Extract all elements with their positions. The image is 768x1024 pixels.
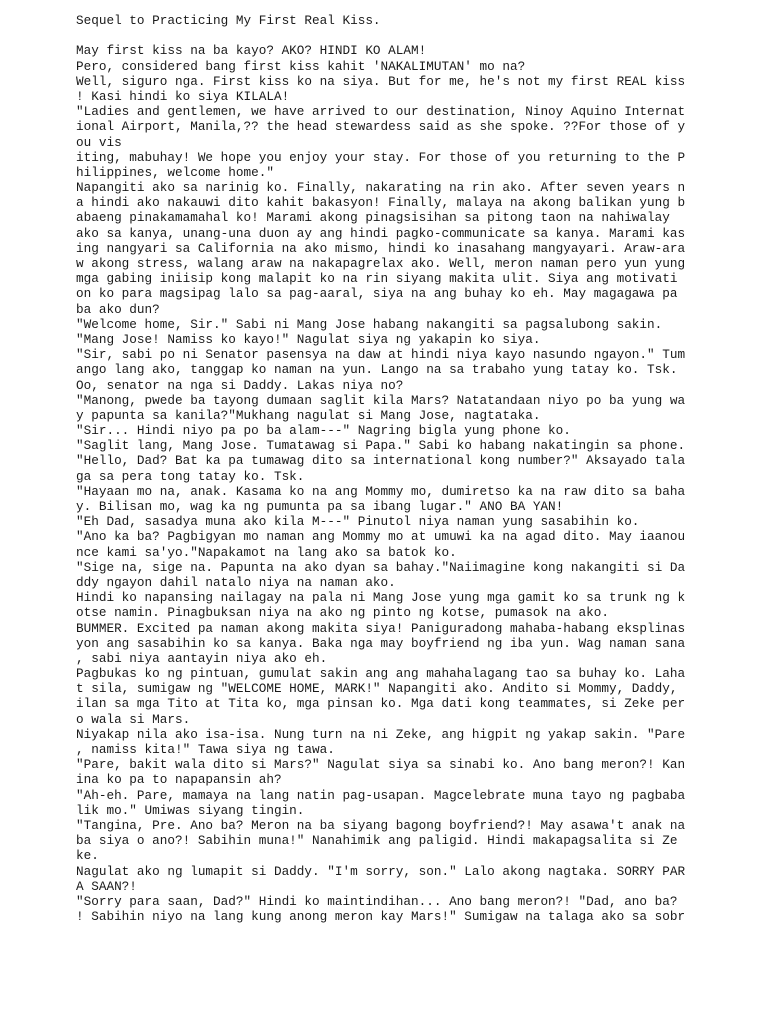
text-line: "Sige na, sige na. Papunta na ako dyan sa bahay."Naiimagine kong nakangiti si Da: [76, 559, 686, 575]
text-line: Niyakap nila ako isa-isa. Nung turn na ni Zeke, ang higpit ng yakap sakin. "Pare: [76, 726, 686, 742]
text-line: Napangiti ako sa narinig ko. Finally, nakarating na rin ako. After seven years n: [76, 180, 686, 196]
text-line: ba ako dun?: [76, 301, 160, 317]
text-line: abaeng pinakamamahal ko! Marami akong pinagsisihan sa pitong taon na nahiwalay: [76, 210, 670, 226]
text-line: "Ano ka ba? Pagbigyan mo naman ang Mommy mo at umuwi ka na agad dito. May iaanou: [76, 529, 686, 545]
text-line: ako sa kanya, unang-una duon ay ang hindi pagko-communicate sa kanya. Marami kas: [76, 225, 686, 241]
text-line: ke.: [76, 848, 99, 864]
text-line: ilan sa mga Tito at Tita ko, mga pinsan ko. Mga dati kong teammates, si Zeke per: [76, 696, 686, 712]
document-page: [76, 13, 756, 924]
text-line: "Sir... Hindi niyo pa po ba alam---" Nagring bigla yung phone ko.: [76, 423, 571, 439]
text-line: ango lang ako, tanggap ko naman na yun. Lango na sa trabaho yung tatay ko. Tsk.: [76, 362, 678, 378]
text-line: a hindi ako nakauwi dito kahit bakasyon! Finally, malaya na akong balikan yung b: [76, 195, 686, 211]
text-line: Hindi ko napansing nailagay na pala ni Mang Jose yung mga gamit ko sa trunk ng k: [76, 590, 686, 606]
text-line: May first kiss na ba kayo? AKO? HINDI KO ALAM!: [76, 43, 427, 59]
text-line: w akong stress, walang araw na nakapagrelax ako. Well, meron naman pero yun yung: [76, 256, 686, 271]
text-line: "Tangina, Pre. Ano ba? Meron na ba siyang bagong boyfriend?! May asawa't anak na: [76, 817, 686, 833]
text-line: ou vis: [76, 134, 122, 150]
text-line: "Sir, sabi po ni Senator pasensya na daw at hindi niya kayo nasundo ngayon." Tum: [76, 347, 686, 363]
text-line: [76, 28, 756, 43]
text-line: mga gabing iniisip kong malapit ko na rin siyang makita ulit. Siya ang motivati: [76, 271, 678, 287]
text-line: "Manong, pwede ba tayong dumaan saglit kila Mars? Natatandaan niyo po ba yung wa: [76, 392, 686, 408]
text-line: "Welcome home, Sir." Sabi ni Mang Jose habang nakangiti sa pagsalubong sakin.: [76, 316, 663, 332]
text-line: ba siya o ano?! Sabihin muna!" Nanahimik ang paligid. Hindi makapagsalita si Ze: [76, 833, 678, 849]
text-line: "Mang Jose! Namiss ko kayo!" Nagulat siya ng yakapin ko siya.: [76, 331, 541, 347]
text-line: , namiss kita!" Tawa siya ng tawa.: [76, 742, 335, 757]
text-line: iting, mabuhay! We hope you enjoy your stay. For those of you returning to the P: [76, 149, 686, 165]
text-line: o wala si Mars.: [76, 711, 191, 727]
text-line: Pagbukas ko ng pintuan, gumulat sakin ang ang mahahalagang tao sa buhay ko. Laha: [76, 666, 686, 682]
text-line: Well, siguro nga. First kiss ko na siya. But for me, he's not my first REAL kiss: [76, 73, 686, 89]
text-line: on ko para magsipag lalo sa pag-aaral, siya na ang buhay ko eh. May magagawa pa: [76, 286, 678, 302]
text-line: "Eh Dad, sasadya muna ako kila M---" Pinutol niya naman yung sasabihin ko.: [76, 514, 640, 530]
text-line: ina ko pa to napapansin ah?: [76, 772, 282, 788]
text-line: Sequel to Practicing My First Real Kiss.: [76, 13, 381, 28]
text-line: , sabi niya aantayin niya ako eh.: [76, 650, 328, 666]
text-line: nce kami sa'yo."Napakamot na lang ako sa batok ko.: [76, 544, 457, 560]
text-line: ! Sabihin niyo na lang kung anong meron kay Mars!" Sumigaw na talaga ako sa sobr: [76, 909, 686, 925]
text-line: ga sa pera tong tatay ko. Tsk.: [76, 468, 305, 484]
text-line: y. Bilisan mo, wag ka ng pumunta pa sa ibang lugar." ANO BA YAN!: [76, 499, 564, 514]
text-line: ddy ngayon dahil natalo niya na naman ako.: [76, 574, 396, 590]
text-line: "Ah-eh. Pare, mamaya na lang natin pag-usapan. Magcelebrate muna tayo ng pagbaba: [76, 787, 686, 803]
text-line: ing nangyari sa California na ako mismo, hindi ko inasahang mangyayari. Araw-ara: [76, 240, 686, 256]
text-line: otse namin. Pinagbuksan niya na ako ng pinto ng kotse, pumasok na ako.: [76, 605, 609, 621]
text-line: ional Airport, Manila,?? the head stewardess said as she spoke. ??For those of y: [76, 119, 686, 135]
text-line: A SAAN?!: [76, 878, 137, 894]
text-line: "Pare, bakit wala dito si Mars?" Nagulat siya sa sinabi ko. Ano bang meron?! Kan: [76, 757, 686, 773]
text-line: t sila, sumigaw ng "WELCOME HOME, MARK!" Napangiti ako. Andito si Mommy, Daddy,: [76, 681, 678, 697]
text-line: "Hello, Dad? Bat ka pa tumawag dito sa international kong number?" Aksayado tala: [76, 453, 686, 469]
text-line: ! Kasi hindi ko siya KILALA!: [76, 88, 290, 104]
text-line: y papunta sa kanila?"Mukhang nagulat si Mang Jose, nagtataka.: [76, 407, 541, 423]
text-line: "Saglit lang, Mang Jose. Tumatawag si Papa." Sabi ko habang nakatingin sa phone.: [76, 438, 686, 454]
text-line: Oo, senator na nga si Daddy. Lakas niya no?: [76, 377, 404, 393]
text-line: BUMMER. Excited pa naman akong makita siya! Paniguradong mahaba-habang eksplinas: [76, 620, 686, 636]
text-line: "Ladies and gentlemen, we have arrived to our destination, Ninoy Aquino Internat: [76, 104, 686, 120]
text-line: "Hayaan mo na, anak. Kasama ko na ang Mommy mo, dumiretso ka na raw dito sa baha: [76, 483, 686, 499]
text-line: "Sorry para saan, Dad?" Hindi ko maintindihan... Ano bang meron?! "Dad, ano ba?: [76, 893, 678, 909]
text-line: Pero, considered bang first kiss kahit 'NAKALIMUTAN' mo na?: [76, 58, 526, 74]
text-line: Nagulat ako ng lumapit si Daddy. "I'm sorry, son." Lalo akong nagtaka. SORRY PAR: [76, 863, 686, 879]
text-line: hilippines, welcome home.": [76, 164, 274, 180]
text-line: lik mo." Umiwas siyang tingin.: [76, 802, 305, 818]
text-line: yon ang sasabihin ko sa kanya. Baka nga may boyfriend ng iba yun. Wag naman sana: [76, 635, 686, 651]
